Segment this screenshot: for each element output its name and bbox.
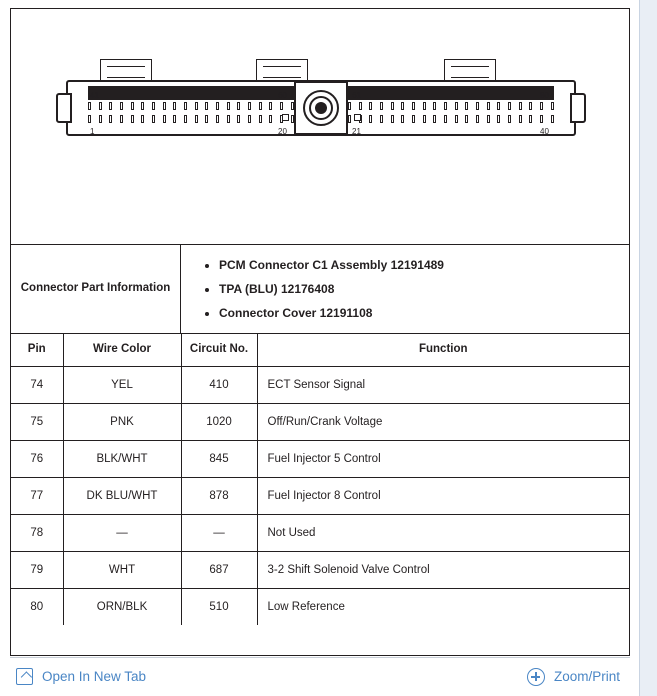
- table-row: [11, 366, 629, 403]
- cell-function: Not Used: [257, 514, 629, 551]
- connector-pin: [131, 115, 134, 123]
- cell-pin: 74: [11, 366, 63, 403]
- connector-pin: [359, 102, 362, 110]
- tab-lines: [451, 66, 489, 78]
- header-function: Function: [257, 334, 629, 366]
- connector-pin: [184, 115, 187, 123]
- document-frame: [10, 8, 630, 656]
- connector-pin: [540, 102, 543, 110]
- pin-number-80: 80: [540, 91, 549, 100]
- table-header-row: [11, 334, 629, 366]
- cell-function: Fuel Injector 8 Control: [257, 477, 629, 514]
- pin-row-bottom-right: [348, 115, 554, 125]
- connector-pin: [269, 115, 272, 123]
- lock-square-right: [354, 114, 361, 121]
- header-pin: Pin: [11, 334, 63, 366]
- connector-pin: [380, 102, 383, 110]
- cell-wire-color: YEL: [63, 366, 181, 403]
- cell-function: ECT Sensor Signal: [257, 366, 629, 403]
- connector-ear-left: [56, 93, 72, 123]
- connector-pin: [227, 115, 230, 123]
- connector-pin: [205, 102, 208, 110]
- connector-pin: [248, 115, 251, 123]
- zoom-print-button[interactable]: [527, 668, 620, 686]
- connector-pin: [455, 102, 458, 110]
- connector-pin: [455, 115, 458, 123]
- cell-function: Off/Run/Crank Voltage: [257, 403, 629, 440]
- part-list: [199, 259, 619, 319]
- connector-pin: [152, 115, 155, 123]
- connector-part-information-label: Connector Part Information: [11, 245, 181, 333]
- terminal-bar-right: [348, 86, 554, 100]
- cell-wire-color: BLK/WHT: [63, 440, 181, 477]
- connector-pin: [280, 102, 283, 110]
- connector-pin: [391, 102, 394, 110]
- connector-tab-left: [100, 59, 152, 81]
- lock-square-left: [282, 114, 289, 121]
- pin-number-41: 41: [90, 91, 99, 100]
- connector-pin: [141, 115, 144, 123]
- pin-table-body: [11, 366, 629, 625]
- scrollbar-gutter[interactable]: [639, 0, 657, 696]
- connector-pin: [216, 102, 219, 110]
- connector-pin: [412, 102, 415, 110]
- connector-pin: [237, 115, 240, 123]
- cell-wire-color: DK BLU/WHT: [63, 477, 181, 514]
- pin-table: [11, 334, 629, 625]
- cell-circuit: 878: [181, 477, 257, 514]
- center-lock-icon: [294, 81, 348, 135]
- connector-pin: [99, 102, 102, 110]
- cell-circuit: —: [181, 514, 257, 551]
- pin-number-21: 21: [352, 127, 361, 136]
- list-item: • PCM Connector C1 Assembly 12191489: [219, 259, 619, 271]
- connector-pin: [216, 115, 219, 123]
- connector-pin: [269, 102, 272, 110]
- connector-pin: [195, 115, 198, 123]
- connector-pin: [487, 115, 490, 123]
- connector-pin: [465, 115, 468, 123]
- connector-pin: [508, 115, 511, 123]
- table-row: [11, 403, 629, 440]
- connector-pin: [141, 102, 144, 110]
- connector-pin: [433, 102, 436, 110]
- cell-pin: 80: [11, 588, 63, 625]
- connector-pin: [152, 102, 155, 110]
- cell-circuit: 845: [181, 440, 257, 477]
- connector-pin: [163, 102, 166, 110]
- connector-part-information-list: [181, 245, 629, 333]
- pin-row-top-left: [88, 102, 294, 112]
- connector-pin: [237, 102, 240, 110]
- connector-pin: [444, 102, 447, 110]
- connector-tab-right: [444, 59, 496, 81]
- connector-pin: [529, 102, 532, 110]
- cell-wire-color: —: [63, 514, 181, 551]
- connector-pin: [259, 102, 262, 110]
- connector-drawing: [66, 59, 576, 159]
- connector-pin: [401, 115, 404, 123]
- connector-pin: [195, 102, 198, 110]
- connector-pin: [184, 102, 187, 110]
- connector-pin: [88, 115, 91, 123]
- pin-number-40: 40: [540, 127, 549, 136]
- header-wire-color: Wire Color: [63, 334, 181, 366]
- cell-wire-color: PNK: [63, 403, 181, 440]
- cell-circuit: 410: [181, 366, 257, 403]
- connector-pin: [444, 115, 447, 123]
- connector-pin: [391, 115, 394, 123]
- cell-wire-color: ORN/BLK: [63, 588, 181, 625]
- connector-pin: [519, 115, 522, 123]
- cell-function: 3-2 Shift Solenoid Valve Control: [257, 551, 629, 588]
- list-item: • Connector Cover 12191108: [219, 307, 619, 319]
- connector-pin: [412, 115, 415, 123]
- connector-part-information-row: [11, 245, 629, 334]
- pin-number-60: 60: [278, 91, 287, 100]
- cell-function: Fuel Injector 5 Control: [257, 440, 629, 477]
- connector-pin: [227, 102, 230, 110]
- connector-pin: [173, 115, 176, 123]
- cell-circuit: 510: [181, 588, 257, 625]
- cell-pin: 79: [11, 551, 63, 588]
- zoom-in-icon: [527, 668, 545, 686]
- connector-pin: [465, 102, 468, 110]
- list-item: • TPA (BLU) 12176408: [219, 283, 619, 295]
- connector-pin: [120, 102, 123, 110]
- pin-number-61: 61: [352, 91, 361, 100]
- cell-pin: 76: [11, 440, 63, 477]
- connector-pin: [423, 102, 426, 110]
- cell-circuit: 687: [181, 551, 257, 588]
- connector-pin: [369, 115, 372, 123]
- header-circuit-no: Circuit No.: [181, 334, 257, 366]
- cell-pin: 75: [11, 403, 63, 440]
- connector-pin: [380, 115, 383, 123]
- connector-pin: [348, 115, 351, 123]
- tab-lines: [107, 66, 145, 78]
- connector-pin: [369, 102, 372, 110]
- pin-number-1: 1: [90, 127, 95, 136]
- pin-table-head: [11, 334, 629, 366]
- connector-pin: [497, 102, 500, 110]
- cell-circuit: 1020: [181, 403, 257, 440]
- open-in-new-tab-button[interactable]: [16, 668, 146, 685]
- connector-tab-center: [256, 59, 308, 81]
- connector-pin: [109, 115, 112, 123]
- pin-row-bottom-left: [88, 115, 294, 125]
- connector-pin: [540, 115, 543, 123]
- connector-pin: [519, 102, 522, 110]
- tab-lines: [263, 66, 301, 78]
- connector-pin: [109, 102, 112, 110]
- cell-pin: 77: [11, 477, 63, 514]
- cell-function: Low Reference: [267, 601, 345, 614]
- table-row: [11, 551, 629, 588]
- connector-pin: [173, 102, 176, 110]
- terminal-bar-left: [88, 86, 294, 100]
- external-link-icon: [16, 668, 33, 685]
- table-row: [11, 477, 629, 514]
- cell-pin: 78: [11, 514, 63, 551]
- cell-wire-color: WHT: [63, 551, 181, 588]
- connector-pin: [259, 115, 262, 123]
- connector-pin: [131, 102, 134, 110]
- connector-pin: [529, 115, 532, 123]
- table-row: [11, 588, 629, 625]
- connector-pin: [163, 115, 166, 123]
- connector-pin: [205, 115, 208, 123]
- connector-pin: [551, 102, 554, 110]
- center-lock-dot: [315, 102, 327, 114]
- connector-pin: [476, 115, 479, 123]
- pin-row-top-right: [348, 102, 554, 112]
- connector-pin: [508, 102, 511, 110]
- open-in-new-tab-label: Open In New Tab: [42, 669, 147, 684]
- zoom-print-label: Zoom/Print: [553, 669, 620, 684]
- connector-pin: [476, 102, 479, 110]
- connector-ear-right: [570, 93, 586, 123]
- pin-number-20: 20: [278, 127, 287, 136]
- connector-pin: [401, 102, 404, 110]
- connector-pin: [88, 102, 91, 110]
- connector-pin: [423, 115, 426, 123]
- connector-pin: [99, 115, 102, 123]
- connector-pin: [348, 102, 351, 110]
- footer-bar: [10, 657, 630, 695]
- connector-pin: [248, 102, 251, 110]
- connector-pin: [487, 102, 490, 110]
- connector-pin: [120, 115, 123, 123]
- connector-illustration: [11, 9, 629, 245]
- connector-pin: [433, 115, 436, 123]
- connector-pin: [551, 115, 554, 123]
- connector-pin: [497, 115, 500, 123]
- table-row: [11, 440, 629, 477]
- table-row: [11, 514, 629, 551]
